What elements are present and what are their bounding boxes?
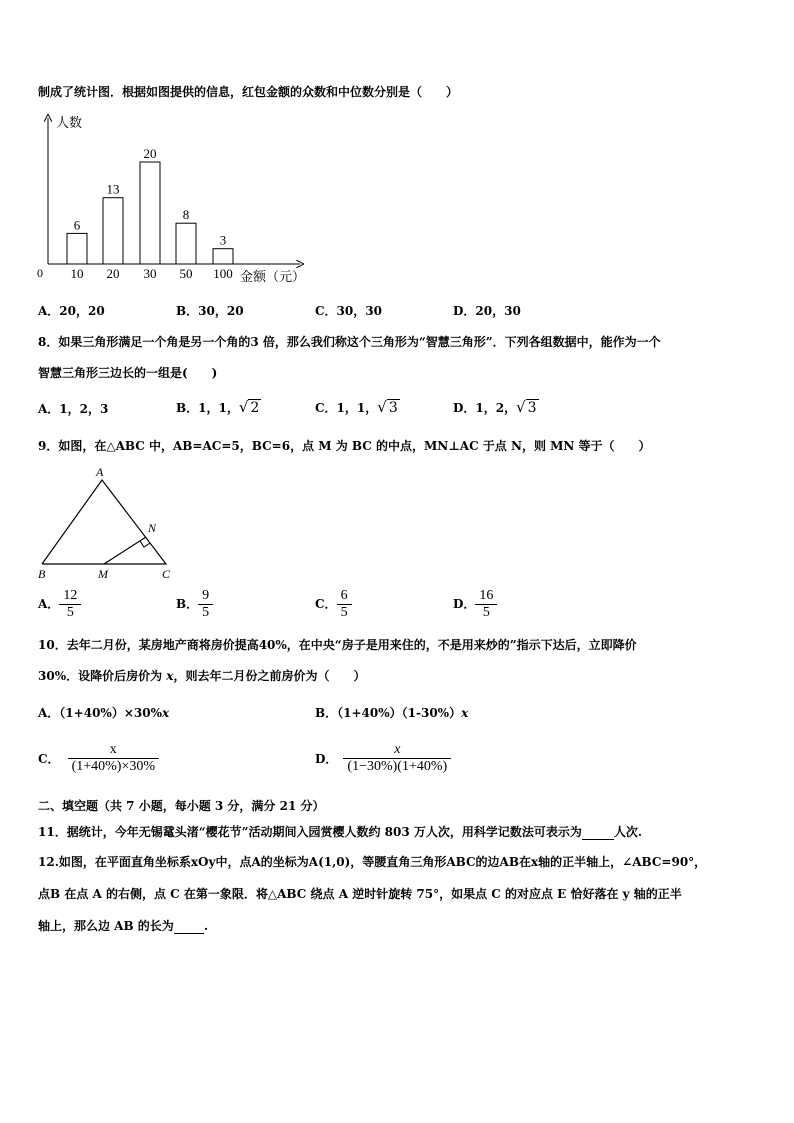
q12-line3: 轴上，那么边 AB 的长为 . xyxy=(38,919,208,933)
q10-option-d[interactable]: D． $\frac{x}{(1-30\%)(1+40\%)}$ xyxy=(315,742,451,775)
q8-option-c[interactable]: C．1，1，√ 3 xyxy=(315,398,398,416)
x-tick-label: 50 xyxy=(179,266,193,281)
bar-value-label: 20 xyxy=(143,146,157,161)
bar-50 xyxy=(176,223,196,264)
q10-option-c[interactable]: C． $\frac{x}{(1+40\%)\times 30\%}$ xyxy=(38,742,159,775)
segment-mn xyxy=(104,537,146,564)
sqrt-sign: √ xyxy=(516,398,526,416)
q8-line1: 8．如果三角形满足一个角是另一个角的3 倍，那么我们称这个三角形为“智慧三角形”．下列各组数据中，能作为一个 xyxy=(38,335,661,349)
x-tick-label: 20 xyxy=(106,266,120,281)
bar-20 xyxy=(103,198,123,264)
q11-answer-blank[interactable] xyxy=(582,825,614,840)
q7-stem: 制成了统计图．根据如图提供的信息，红包金额的众数和中位数分别是（ ） xyxy=(38,85,459,99)
q12-line1: 12.如图，在平面直角坐标系xOy中，点A的坐标为A(1,0)，等腰直角三角形ABC的边AB在x轴的正半轴上，∠ABC=90°， xyxy=(38,855,707,869)
q8-line2: 智慧三角形三边长的一组是( ) xyxy=(38,366,218,380)
section2-heading: 二、填空题（共 7 小题，每小题 3 分，满分 21 分） xyxy=(38,799,325,813)
q10-line1: 10．去年二月份，某房地产商将房价提高40%，在中央“房子是用来住的，不是用来炒的”指示下达后，立即降价 xyxy=(38,638,637,652)
bar-10 xyxy=(67,233,87,264)
triangle-figure xyxy=(34,464,194,584)
q9-option-c[interactable]: C． $\frac{6}{5}$ xyxy=(315,588,352,621)
svg-text:B: B xyxy=(38,567,46,581)
q7-option-d[interactable]: D．20，30 xyxy=(453,304,521,318)
bar-value-label: 3 xyxy=(219,232,227,248)
q11-stem: 11．据统计，今年无锡鼋头渚“樱花节”活动期间入园赏樱人数约 803 万人次，用科学记数法可表示为 人次. xyxy=(38,825,643,839)
bar-30 xyxy=(140,162,160,264)
sqrt-sign: √ xyxy=(238,398,249,416)
q12-answer-blank[interactable] xyxy=(174,919,204,934)
q10-line2: 30%．设降价后房价为 x，则去年二月份之前房价为（ ） xyxy=(38,669,366,683)
bar-chart xyxy=(30,112,330,292)
q10-option-a[interactable]: A．（1+40%）×30%x xyxy=(38,706,170,720)
q9-option-a[interactable]: A． $\frac{12}{5}$ xyxy=(38,588,81,621)
q12-line2: 点B 在点 A 的右侧，点 C 在第一象限．将△ABC 绕点 A 逆时针旋转 75°，如果点 C 的对应点 E 恰好落在 y 轴的正半 xyxy=(38,887,682,901)
q10-option-b[interactable]: B．（1+40%）（1-30%）x xyxy=(315,706,469,720)
origin-label: 0 xyxy=(37,266,43,280)
q7-option-b[interactable]: B．30，20 xyxy=(176,304,244,318)
q7-option-a[interactable]: A．20，20 xyxy=(38,304,105,318)
y-axis-label: 人数 xyxy=(56,115,83,130)
q9-option-d[interactable]: D． $\frac{16}{5}$ xyxy=(453,588,497,621)
svg-text:A: A xyxy=(96,465,104,479)
q9-stem: 9．如图，在△ABC 中，AB=AC=5，BC=6，点 M 为 BC 的中点，MN⊥AC 于点 N，则 MN 等于（ ） xyxy=(38,439,651,453)
svg-text:C: C xyxy=(162,567,171,581)
q8-option-b[interactable]: B．1，1，√ 2 xyxy=(176,398,260,416)
bar-value-label: 6 xyxy=(73,217,81,233)
x-tick-label: 10 xyxy=(70,266,84,281)
q8-option-d[interactable]: D．1，2，√ 3 xyxy=(453,398,537,416)
sqrt-sign: √ xyxy=(377,398,387,416)
q8-option-a[interactable]: A．1，2，3 xyxy=(38,402,109,416)
q7-option-c[interactable]: C．30，30 xyxy=(315,304,382,318)
x-tick-label: 30 xyxy=(143,266,157,281)
x-axis-label: 金额（元） xyxy=(240,269,306,284)
bar-value-label: 13 xyxy=(106,181,120,197)
bar-value-label: 8 xyxy=(182,207,190,223)
q9-option-b[interactable]: B． $\frac{9}{5}$ xyxy=(176,588,213,621)
bar-100 xyxy=(213,249,233,264)
x-tick-label: 100 xyxy=(213,266,233,281)
svg-text:N: N xyxy=(148,521,157,535)
svg-text:M: M xyxy=(98,567,108,581)
